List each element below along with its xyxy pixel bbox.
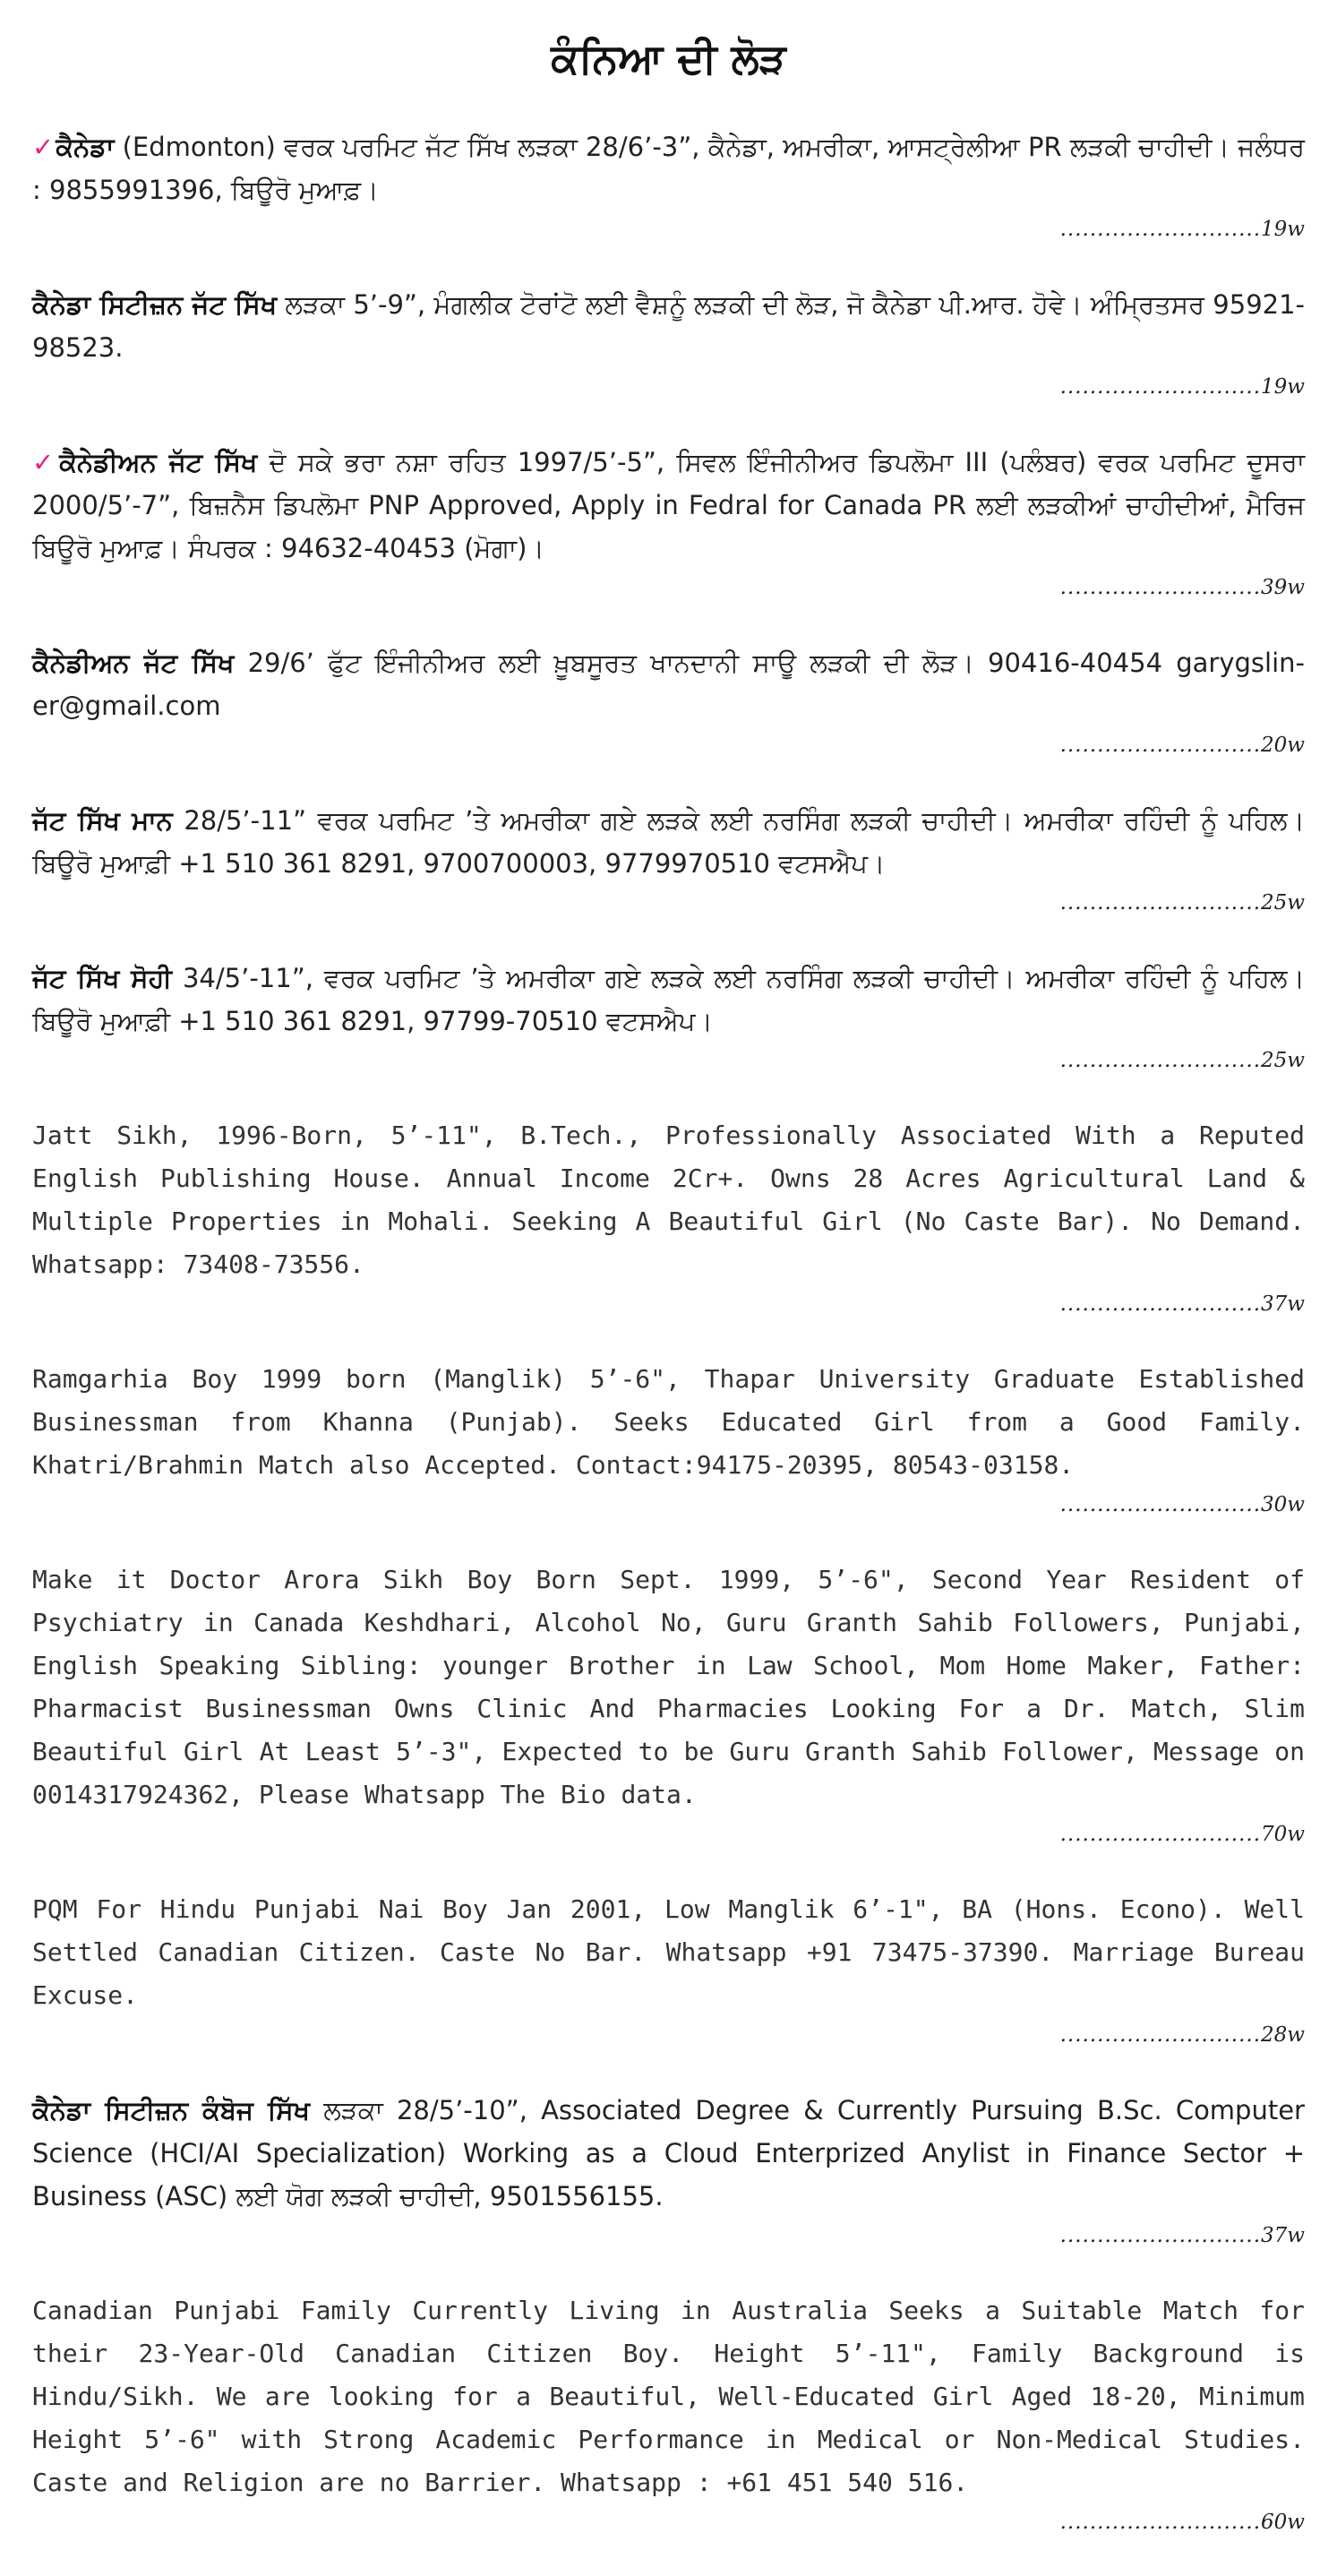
ad-4	[32, 641, 1305, 763]
ad-code: 39w	[1261, 576, 1305, 599]
ad-code: 25w	[1261, 1049, 1305, 1072]
ad-1	[32, 125, 1305, 247]
checkmark-icon: ✓	[32, 132, 55, 162]
ad-text: 28/5’-11” ਵਰਕ ਪਰਮਿਟ ’ਤੇ ਅਮਰੀਕਾ ਗਏ ਲੜਕੇ ਲਈ ਨਰਸਿੰਗ ਲੜਕੀ ਚਾਹੀਦੀ। ਅਮਰੀਕਾ ਰਹਿੰਦੀ ਨੂੰ ਪਹਿਲ। ਬਿਊਰੋ ਮੁਆਫ਼ੀ +1 510 361 8291, 9700700003, 9779970510 ਵਟਸਐਪ।	[32, 805, 1305, 879]
ad-text: Ramgarhia Boy 1999 born (Manglik) 5’-6", Thapar University Graduate Established Businessman from Khanna (Punjab). Seeks Educated Girl from a Good Family. Khatri/Brahmin Match also Accepted. Contact:94175-20395, 80543-03158.	[32, 1364, 1305, 1480]
ad-dots: ...........................	[1059, 2224, 1262, 2247]
ad-6	[32, 957, 1305, 1078]
ad-code: 30w	[1261, 1493, 1305, 1516]
ads-list	[32, 125, 1305, 2576]
ad-lead: ਜੱਟ ਸਿੱਖ ਸੋਹੀ	[32, 963, 173, 993]
ad-code: 70w	[1261, 1823, 1305, 1846]
ad-dots: ...........................	[1059, 375, 1262, 399]
ad-dots: ...........................	[1059, 1049, 1262, 1072]
ad-11	[32, 2089, 1305, 2254]
ad-text: ਦੋ ਸਕੇ ਭਰਾ ਨਸ਼ਾ ਰਹਿਤ 1997/5’-5”, ਸਿਵਲ ਇੰਜੀਨੀਅਰ ਡਿਪਲੋਮਾ III (ਪਲੰਬਰ) ਵਰਕ ਪਰਮਿਟ ਦੂਸਰਾ 2000/5’-7”, ਬਿਜ਼ਨੈਸ ਡਿਪਲੋਮਾ PNP Approved, Apply in Fedral for Canada PR ਲਈ ਲੜਕੀਆਂ ਚਾਹੀਦੀਆਂ, ਮੈਰਿਜ ਬਿਊਰੋ ਮੁਆਫ਼। ਸੰਪਰਕ : 94632-40453 (ਮੋਗਾ)।	[32, 447, 1306, 563]
ad-text: PQM For Hindu Punjabi Nai Boy Jan 2001, Low Manglik 6’-1", BA (Hons. Econo). Well Settled Canadian Citizen. Caste No Bar. Whatsapp +91 73475-37390. Marriage Bureau Excuse.	[32, 1894, 1305, 2010]
ad-text: Canadian Punjabi Family Currently Living in Australia Seeks a Suitable Match for their 23-Year-Old Canadian Citizen Boy. Height 5’-11", Family Background is Hindu/Sikh. We are looking for a Beautiful, Well-Educated Girl Aged 18-20, Minimum Height 5’-6" with Strong Academic Performance in Medical or Non-Medical Studies. Caste and Religion are no Barrier. Whatsapp : +61 451 540 516.	[32, 2296, 1305, 2497]
ad-dots: ...........................	[1059, 734, 1262, 757]
ad-code: 19w	[1261, 375, 1305, 399]
ad-7	[32, 1114, 1305, 1322]
ad-code: 25w	[1261, 891, 1305, 914]
ad-dots: ...........................	[1059, 1493, 1262, 1516]
ad-dots: ...........................	[1059, 576, 1262, 599]
ad-9	[32, 1558, 1305, 1852]
ad-lead: ਕੈਨੇਡਾ	[56, 132, 115, 162]
ad-3	[32, 441, 1305, 605]
ad-code: 37w	[1261, 1292, 1305, 1316]
ad-lead: ਕੈਨੇਡੀਅਨ ਜੱਟ ਸਿੱਖ	[59, 447, 258, 477]
ad-lead: ਕੈਨੇਡੀਅਨ ਜੱਟ ਸਿੱਖ	[32, 648, 235, 678]
ad-12	[32, 2289, 1305, 2540]
ad-code: 28w	[1261, 2023, 1305, 2047]
ad-lead: ਜੱਟ ਸਿੱਖ ਮਾਨ	[32, 805, 173, 836]
ad-5	[32, 799, 1305, 921]
checkmark-icon: ✓	[32, 447, 58, 477]
ad-text: Jatt Sikh, 1996-Born, 5’-11", B.Tech., Professionally Associated With a Reputed English Publishing House. Annual Income 2Cr+. Owns 28 Acres Agricultural Land & Multiple Properties in Mohali. Seeking A Beautiful Girl (No Caste Bar). No Demand. Whatsapp: 73408-73556.	[32, 1121, 1305, 1279]
ad-8	[32, 1358, 1305, 1523]
ad-10	[32, 1888, 1305, 2053]
ad-2	[32, 283, 1305, 405]
ad-text: Make it Doctor Arora Sikh Boy Born Sept. 1999, 5’-6", Second Year Resident of Psychiatry in Canada Keshdhari, Alcohol No, Guru Granth Sahib Followers, Punjabi, English Speaking Sibling: younger Brother in Law School, Mom Home Maker, Father: Pharmacist Businessman Owns Clinic And Pharmacies Looking For a Dr. Match, Slim Beautiful Girl At Least 5’-3", Expected to be Guru Granth Sahib Follower, Message on 0014317924362, Please Whatsapp The Bio data.	[32, 1565, 1305, 1809]
ad-code: 19w	[1261, 218, 1305, 241]
ad-text: 29/6’ ਫੁੱਟ ਇੰਜੀਨੀਅਰ ਲਈ ਖ਼ੂਬਸੂਰਤ ਖਾਨਦਾਨੀ ਸਾਊ ਲੜਕੀ ਦੀ ਲੋੜ। 90416-40454 garygslin-er@gmail.com	[32, 648, 1305, 721]
ad-text: ਲੜਕਾ 5’-9”, ਮੰਗਲੀਕ ਟੋਰਾਂਟੋ ਲਈ ਵੈਸ਼ਨੂੰ ਲੜਕੀ ਦੀ ਲੋੜ, ਜੋ ਕੈਨੇਡਾ ਪੀ.ਆਰ. ਹੋਵੇ। ਅੰਮ੍ਰਿਤਸਰ 95921-98523.	[32, 289, 1306, 363]
ad-code: 20w	[1261, 734, 1305, 757]
ad-lead: ਕੈਨੇਡਾ ਸਿਟੀਜ਼ਨ ਕੰਬੋਜ ਸਿੱਖ	[32, 2095, 311, 2125]
ad-dots: ...........................	[1059, 891, 1262, 914]
ad-code: 60w	[1261, 2511, 1305, 2534]
ad-dots: ...........................	[1059, 218, 1262, 241]
ad-lead: ਕੈਨੇਡਾ ਸਿਟੀਜ਼ਨ ਜੱਟ ਸਿੱਖ	[32, 289, 278, 320]
ad-dots: ...........................	[1059, 1292, 1262, 1316]
ad-text: (Edmonton) ਵਰਕ ਪਰਮਿਟ ਜੱਟ ਸਿੱਖ ਲੜਕਾ 28/6’-3”, ਕੈਨੇਡਾ, ਅਮਰੀਕਾ, ਆਸਟ੍ਰੇਲੀਆ PR ਲੜਕੀ ਚਾਹੀਦੀ। ਜਲੰਧਰ : 9855991396, ਬਿਊਰੋ ਮੁਆਫ਼।	[32, 132, 1305, 205]
ad-text: 34/5’-11”, ਵਰਕ ਪਰਮਿਟ ’ਤੇ ਅਮਰੀਕਾ ਗਏ ਲੜਕੇ ਲਈ ਨਰਸਿੰਗ ਲੜਕੀ ਚਾਹੀਦੀ। ਅਮਰੀਕਾ ਰਹਿੰਦੀ ਨੂੰ ਪਹਿਲ। ਬਿਊਰੋ ਮੁਆਫ਼ੀ +1 510 361 8291, 97799-70510 ਵਟਸਐਪ।	[32, 963, 1306, 1036]
ad-dots: ...........................	[1059, 2511, 1262, 2534]
page-title: ਕੰਨਿਆ ਦੀ ਲੋੜ	[551, 34, 786, 82]
ad-code: 37w	[1261, 2224, 1305, 2247]
ad-text: ਲੜਕਾ 28/5’-10”, Associated Degree & Currently Pursuing B.Sc. Computer Science (HCI/AI Specialization) Working as a Cloud Enterprized Anylist in Finance Sector + Business (ASC) ਲਈ ਯੋਗ ਲੜਕੀ ਚਾਹੀਦੀ, 9501556155.	[32, 2095, 1305, 2211]
ad-dots: ...........................	[1059, 1823, 1262, 1846]
ad-dots: ...........................	[1059, 2023, 1262, 2047]
